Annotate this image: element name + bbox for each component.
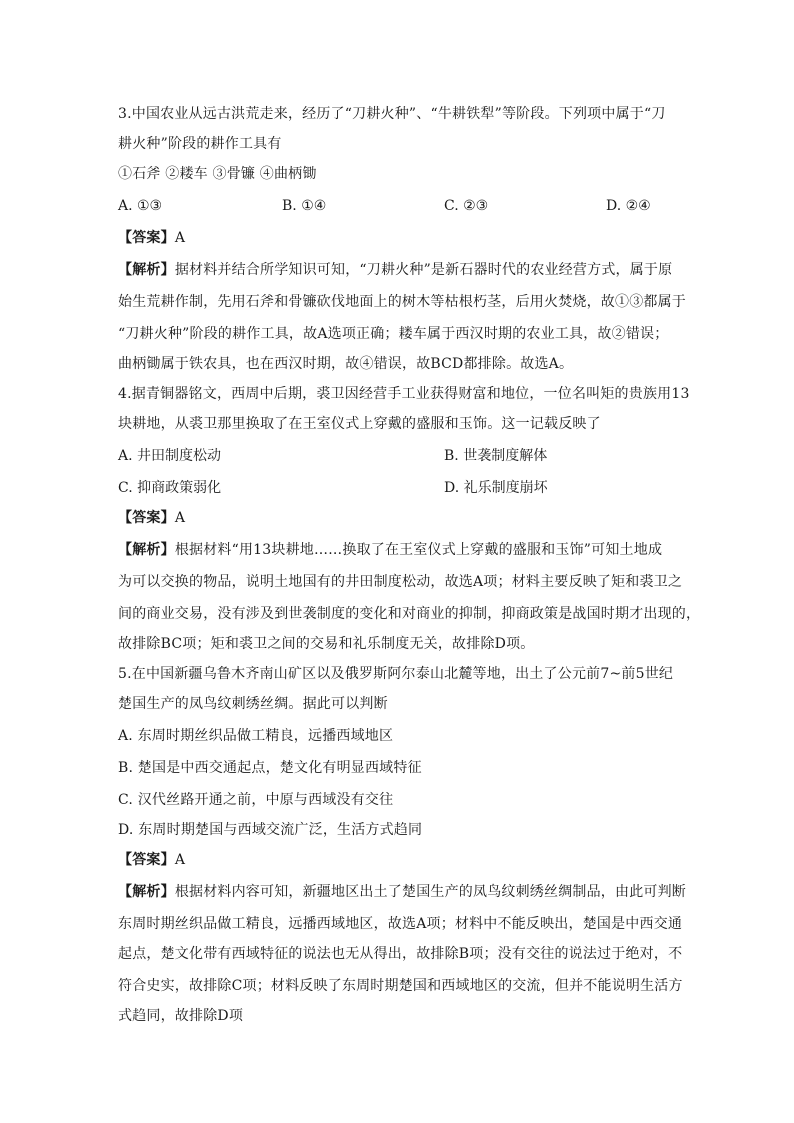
q3-option-c: C. ②③ — [444, 198, 489, 214]
q4-analysis-line3: 间的商业交易，没有涉及到世袭制度的变化和对商业的抑制，抑商政策是战国时期才出现的， — [118, 606, 701, 622]
q4-option-c: C. 抑商政策弱化 — [118, 480, 222, 496]
q5-analysis-line2: 东周时期丝织品做工精良，远播西域地区，故选A项；材料中不能反映出，楚国是中西交通 — [118, 916, 683, 932]
q5-answer-tag: 【答案】 — [118, 852, 175, 868]
q5-answer-value: A — [174, 852, 186, 868]
q3-analysis-line4: 曲柄锄属于铁农具，也在西汉时期，故④错误，故BCD都排除。故选A。 — [118, 356, 574, 372]
q3-option-a: A. ①③ — [118, 198, 163, 214]
q5-option-c: C. 汉代丝路开通之前，中原与西域没有交往 — [118, 792, 394, 808]
q5-answer — [118, 850, 678, 870]
q4-analysis-tag: 【解析】 — [118, 542, 175, 558]
q3-analysis-text1: 据材料并结合所学知识可知，“刀耕火种”是新石器时代的农业经营方式，属于原 — [174, 262, 673, 278]
q3-analysis-line2: 始生荒耕作制，先用石斧和骨镰砍伐地面上的树木等枯根朽茎，后用火焚烧，故①③都属于 — [118, 294, 686, 310]
q5-analysis-tag: 【解析】 — [118, 884, 175, 900]
q3-answer — [118, 228, 678, 248]
q3-analysis-tag: 【解析】 — [118, 262, 175, 278]
q3-analysis-line1 — [118, 260, 678, 280]
q4-answer — [118, 508, 678, 528]
q4-option-d: D. 礼乐制度崩坏 — [444, 480, 548, 496]
q4-answer-tag: 【答案】 — [118, 510, 175, 526]
q5-option-a: A. 东周时期丝织品做工精良，远播西域地区 — [118, 728, 394, 744]
q3-stem-line2: 耕火种”阶段的耕作工具有 — [118, 136, 282, 152]
q5-analysis-line3: 起点，楚文化带有西域特征的说法也无从得出，故排除B项；没有交往的说法过于绝对，不 — [118, 946, 683, 962]
q4-stem-line1: 4.据青铜器铭文，西周中后期，裘卫因经营手工业获得财富和地位，一位名叫矩的贵族用13 — [118, 386, 690, 402]
q4-analysis-text1: 根据材料“用13块耕地……换取了在王室仪式上穿戴的盛服和玉饰”可知土地成 — [174, 542, 663, 558]
q4-analysis-line1 — [118, 540, 678, 560]
q3-answer-value: A — [174, 230, 186, 246]
q3-option-b: B. ①④ — [282, 198, 327, 214]
q5-option-b: B. 楚国是中西交通起点，楚文化有明显西域特征 — [118, 760, 422, 776]
q3-analysis-line3: “刀耕火种”阶段的耕作工具，故A选项正确；耧车属于西汉时期的农业工具，故②错误； — [118, 326, 669, 342]
q4-stem-line2: 块耕地，从裘卫那里换取了在王室仪式上穿戴的盛服和玉饰。这一记载反映了 — [118, 416, 601, 432]
q3-answer-tag: 【答案】 — [118, 230, 175, 246]
q5-option-d: D. 东周时期楚国与西域交流广泛，生活方式趋同 — [118, 822, 423, 838]
q5-analysis-line4: 符合史实，故排除C项；材料反映了东周时期楚国和西域地区的交流，但并不能说明生活方 — [118, 978, 683, 994]
q4-analysis-line2: 为可以交换的物品，说明土地国有的井田制度松动，故选A项；材料主要反映了矩和裘卫之 — [118, 574, 683, 590]
q5-analysis-line5: 式趋同，故排除D项 — [118, 1008, 244, 1024]
q4-option-a: A. 井田制度松动 — [118, 448, 222, 464]
q3-option-d: D. ②④ — [606, 198, 651, 214]
q3-items: ①石斧 ②耧车 ③骨镰 ④曲柄锄 — [118, 166, 317, 182]
q4-option-b: B. 世袭制度解体 — [444, 448, 548, 464]
q3-stem-line1: 3.中国农业从远古洪荒走来，经历了“刀耕火种”、“牛耕铁犁”等阶段。下列项中属于“刀 — [118, 106, 666, 122]
q4-analysis-line4: 故排除BC项；矩和裘卫之间的交易和礼乐制度无关，故排除D项。 — [118, 636, 535, 652]
q5-stem-line2: 楚国生产的凤鸟纹刺绣丝绸。据此可以判断 — [118, 696, 388, 712]
q5-stem-line1: 5.在中国新疆乌鲁木齐南山矿区以及俄罗斯阿尔泰山北麓等地，出土了公元前7~前5世纪 — [118, 666, 674, 682]
q5-analysis-line1 — [118, 882, 687, 902]
q4-answer-value: A — [174, 510, 186, 526]
q5-analysis-text1: 根据材料内容可知，新疆地区出土了楚国生产的凤鸟纹刺绣丝绸制品，由此可判断 — [174, 884, 687, 900]
